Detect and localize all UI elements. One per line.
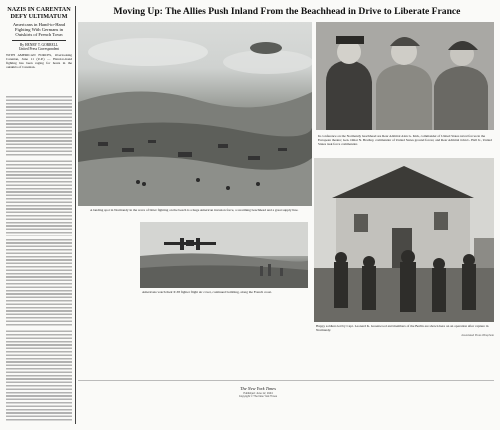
column-dateline: WITH AMERICAN FORCES, Overlooking Carentan, June 11 (U.P.) — Hand-to-hand fighting has been raging for hours in the outskirts of Carentan.	[6, 53, 72, 70]
prisoners-photo-caption: Happy soldiers led by Capt. Leonard K. Greenwood and members of the Berlin are shown here on an operation after capture in Normandy.	[316, 324, 489, 332]
paragraph-break	[6, 236, 72, 239]
nyt-logo: The New York Times	[240, 386, 276, 391]
officers-conference-photo	[316, 22, 494, 130]
column-rule	[75, 6, 76, 424]
fighter-plane-photo	[140, 222, 308, 288]
farmhouse-soldiers-photo	[314, 158, 494, 322]
left-column	[6, 6, 72, 69]
landing-beach-illustration	[78, 22, 312, 206]
conference-photo-caption: In conference on the Normandy beachhead are Rear Admiral Alan G. Kirk, commander of United States naval forces in the European theatre; Gen. Omar N. Bradley, commander of United States ground forces; and Rear Admiral John L. Hall Jr., United States task force commander.	[318, 134, 492, 146]
banner-headline: Moving Up: The Allies Push Inland From the Beachhead in Drive to Liberate France	[113, 6, 461, 17]
fighter-illustration	[140, 222, 308, 288]
column-byline: By HENRY T. GORRELL	[19, 42, 59, 47]
landing-photo-caption: A landing spot in Normandy in the wave of bitter fighting on the beach is a huge American invasion force, a swarming beachhead and a great supply line.	[90, 208, 299, 212]
paragraph-break	[6, 326, 72, 329]
farmhouse-illustration	[314, 158, 494, 322]
fighter-photo-caption: Americans watch their P-38 fighter flight air cover, continued bombing, along the French coast.	[142, 290, 272, 294]
column-body-text	[6, 96, 72, 422]
prisoners-photo-credit: Associated Press Wirephoto	[461, 334, 494, 337]
publication-info	[225, 392, 291, 398]
officers-illustration	[316, 22, 494, 130]
landing-beach-photo	[78, 22, 312, 206]
column-kicker-headline: NAZIS IN CARENTAN DEFY ULTIMATUM	[7, 6, 71, 20]
column-deck-headline: Americans in Hand-to-Hand Fighting With Germans in Outskirts of French Town	[12, 22, 66, 38]
copyright-notice: Copyright © The New York Times	[238, 395, 278, 399]
column-credit: United Press Correspondent	[18, 46, 60, 51]
paragraph-break	[6, 156, 72, 159]
column-divider	[12, 40, 66, 41]
footer-rule	[78, 380, 494, 381]
published-date: Published: June 12, 1944	[243, 392, 273, 395]
